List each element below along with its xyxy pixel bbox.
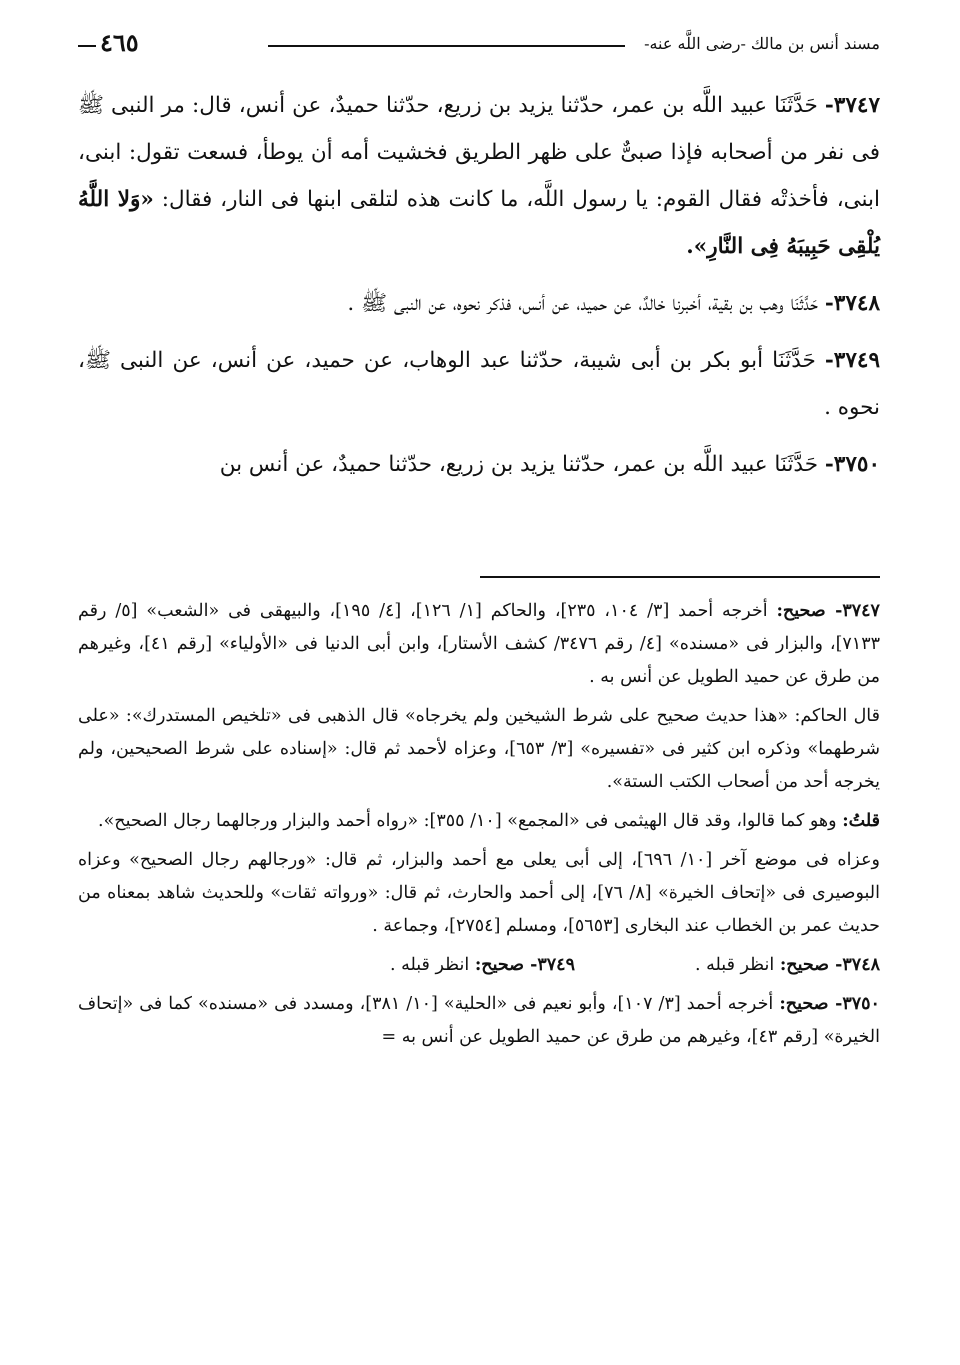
footnote-label: ٣٧٤٧- صحيح:: [776, 601, 880, 621]
footnote-3748: [695, 949, 880, 982]
hadith-3747: [78, 82, 880, 270]
footnote-label: ٣٧٤٩- صحيح:: [474, 955, 575, 975]
footnote-3749: [390, 949, 575, 982]
footnote-text: أخرجه أحمد [٣/ ١٠٤، ٢٣٥]، والحاكم [١/ ١٢٦]، [٤/ ١٩٥]، والبيهقى فى «الشعب» [٥/ رقم ٧١٣٣]، والبزار فى «مسنده» [٤/ رقم ٣٤٧٦/ كشف الأستار]، وابن أبى الدنيا فى «الأولياء» [رقم ٤١]، وغيرهم من طرق عن حميد الطويل عن أنس به .: [78, 601, 881, 687]
hadith-number: ٣٧٥٠-: [824, 452, 880, 477]
footnote-separator: [480, 576, 880, 578]
main-text: [78, 82, 880, 498]
hadith-text: حَدَّثَنَا عبيد اللَّه بن عمر، حدّثنا يزيد بن زريع، حدّثنا حميدٌ، عن أنس بن: [219, 452, 819, 477]
hadith-number: ٣٧٤٨-: [824, 291, 880, 316]
hadith-text: حَدَّثَنَا عبيد اللَّه بن عمر، حدّثنا يزيد بن زريع، حدّثنا حميدٌ، عن أنس، قال: مر النبى ﷺ فى نفر من أصحابه فإذا صبىٌّ على ظهر الطريق فخشيت أمه أن يوطأ، فسعت تقول: ابنى، ابنى، فأخذتْه فقال القوم: يا رسول اللَّه، ما كانت هذه لتلقى ابنها فى النار، فقال:: [78, 93, 880, 212]
footnote-text: انظر قبله .: [389, 955, 470, 975]
hadith-number: ٣٧٤٧-: [824, 93, 880, 118]
page-number: ٤٦٥: [100, 28, 139, 57]
hadith-text: حَدَّثَنَا وهب بن بقية، أخبرنا خالدٌ، عن حميد، عن أنس، فذكر نحوه، عن النبى ﷺ .: [347, 291, 819, 316]
footnote-3747: [78, 595, 880, 694]
footnote-3748-3749: [78, 949, 880, 982]
hadith-quote: «وَلا اللَّهُ يُلْقِى حَبِيبَهُ فِى النَّارِ».: [78, 187, 880, 259]
hadith-3748: [78, 280, 880, 327]
footnote-label: قلتُ:: [842, 811, 880, 831]
hadith-number: ٣٧٤٩-: [824, 348, 880, 373]
footnote-label: ٣٧٤٨- صحيح:: [779, 955, 880, 975]
hadith-text: حَدَّثَنَا أبو بكر بن أبى شيبة، حدّثنا عبد الوهاب، عن حميد، عن أنس، عن النبى ﷺ، نحوه .: [78, 348, 880, 420]
footnote-3750: [78, 988, 880, 1054]
footnote-other-source: وعزاه فى موضع آخر [١٠/ ٦٩٦]، إلى أبى يعلى مع أحمد والبزار، ثم قال: «ورجالهم رجال الصحيح» وعزاه البوصيرى فى «إتحاف الخيرة» [٨/ ٧٦]، إلى أحمد والحارث، ثم قال: «ورواته ثقات» وللحديث شاهد بمعناه من حديث عمر بن الخطاب عند البخارى [٥٦٥٣]، ومسلم [٢٧٥٤]، وجماعة .: [78, 850, 880, 936]
running-title: مسند أنس بن مالك -رضى اللَّه عنه-: [644, 34, 880, 53]
footnote-text: وهو كما قالوا، وقد قال الهيثمى فى «المجمع» [١٠/ ٣٥٥]: «رواه أحمد والبزار ورجالهما رجال الصحيح».: [98, 811, 837, 831]
page-header: [78, 30, 880, 60]
footnote-hakim: قال الحاكم: «هذا حديث صحيح على شرط الشيخين ولم يخرجاه» قال الذهبى فى «تلخيص المستدرك»: «على شرطهما» وذكره ابن كثير فى «تفسيره» [٣/ ٦٥٣]، وعزاه لأحمد ثم قال: «إسناده على شرط الصحيحين، ولم يخرجه أحد من أصحاب الكتب الستة».: [78, 706, 880, 792]
hadith-3749: [78, 337, 880, 431]
footnote-text: انظر قبله .: [694, 955, 775, 975]
footnote-qultu: [78, 805, 880, 838]
hadith-3750: [78, 441, 880, 488]
header-rule: [268, 45, 625, 47]
header-rule-end: [78, 45, 96, 47]
footnote-label: ٣٧٥٠- صحيح:: [779, 994, 880, 1014]
footnotes: [78, 595, 880, 1060]
footnote-text: أخرجه أحمد [٣/ ١٠٧]، وأبو نعيم فى «الحلية» [١٠/ ٣٨١]، ومسدد فى «مسنده» كما فى «إتحاف الخيرة» [رقم ٤٣]، وغيرهم من طرق عن حميد الطويل عن أنس به =: [78, 994, 880, 1047]
